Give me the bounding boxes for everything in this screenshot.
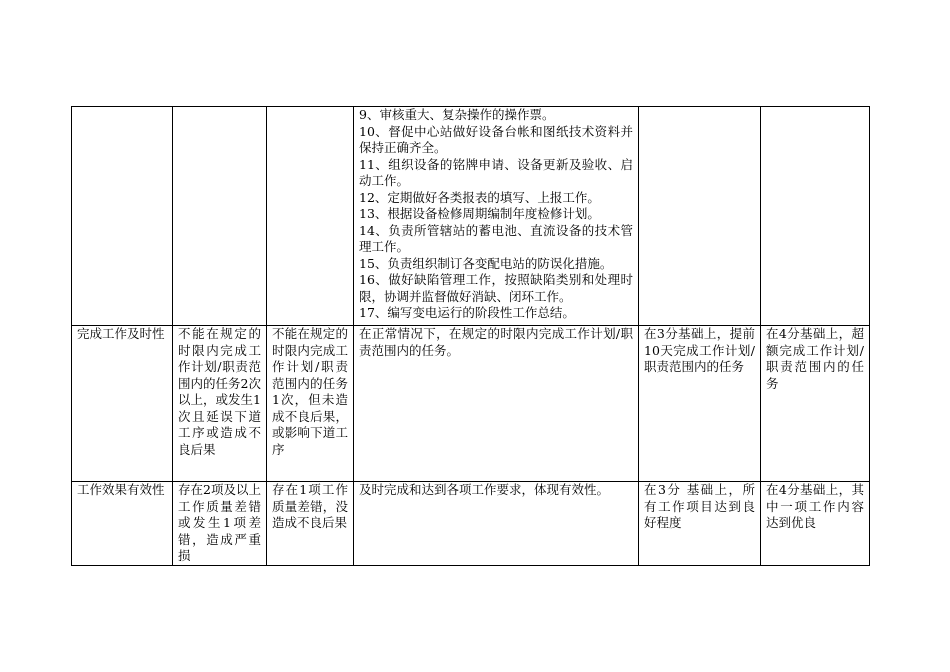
duty-item: 12、定期做好各类报表的填写、上报工作。: [359, 189, 600, 205]
cell-level-5: 在4分基础上，其中一项工作内容达到优良: [761, 482, 870, 566]
duty-item: 11、组织设备的铭牌申请、设备更新及验收、启动工作。: [359, 156, 633, 188]
duty-item: 17、编写变电运行的阶段性工作总结。: [359, 305, 575, 320]
category-label: 完成工作及时性: [77, 326, 165, 341]
cell-level-4: 在3分基础上，提前10天完成工作计划/职责范围内的任务: [639, 326, 761, 482]
table-row-timeliness: [72, 326, 870, 482]
cell-level-4: [639, 107, 761, 326]
cell-level-4: 在3分 基础上，所有工作项目达到良好程度: [639, 482, 761, 566]
duty-item: 9、审核重大、复杂操作的操作票。: [359, 107, 555, 122]
cell-category-effectiveness: [72, 482, 173, 566]
cell-category-timeliness: [72, 326, 173, 482]
duty-item: 15、负责组织制订各变配电站的防误化措施。: [359, 255, 613, 271]
cell-category: [72, 107, 173, 326]
cell-level-5: 在4分基础上，超额完成工作计划/职责范围内的任务: [761, 326, 870, 482]
cell-level-1: 存在2项及以上工作质量差错或发生1项差错，造成严重损: [173, 482, 267, 566]
duty-item: 13、根据设备检修周期编制年度检修计划。: [359, 206, 600, 221]
cell-duties-list: [354, 107, 639, 326]
cell-level-1: [173, 107, 267, 326]
cell-level-3: 在正常情况下，在规定的时限内完成工作计划/职责范围内的任务。: [354, 326, 639, 482]
duty-item: 14、负责所管辖站的蓄电池、直流设备的技术管理工作。: [359, 222, 633, 254]
table-row-effectiveness: [72, 482, 870, 566]
cell-level-3: 及时完成和达到各项工作要求，体现有效性。: [354, 482, 639, 566]
category-label: 工作效果有效性: [77, 482, 165, 497]
table-row-duties: [72, 107, 870, 326]
duty-item: 16、做好缺陷管理工作，按照缺陷类别和处理时限，协调并监督做好消缺、闭环工作。: [359, 272, 633, 304]
cell-level-2: [267, 107, 354, 326]
duty-item: 10、督促中心站做好设备台帐和图纸技术资料并保持正确齐全。: [359, 123, 633, 155]
cell-level-2: 不能在规定的时限内完成工作计划/职责范围内的任务1次，但未造成不良后果，或影响下道工序: [267, 326, 354, 482]
cell-level-1: 不能在规定的时限内完成工作计划/职责范围内的任务2次以上，或发生1次且延误下道工序或造成不良后果: [173, 326, 267, 482]
cell-level-5: [761, 107, 870, 326]
cell-level-2: 存在1项工作质量差错，没造成不良后果: [267, 482, 354, 566]
assessment-table: [71, 106, 870, 566]
